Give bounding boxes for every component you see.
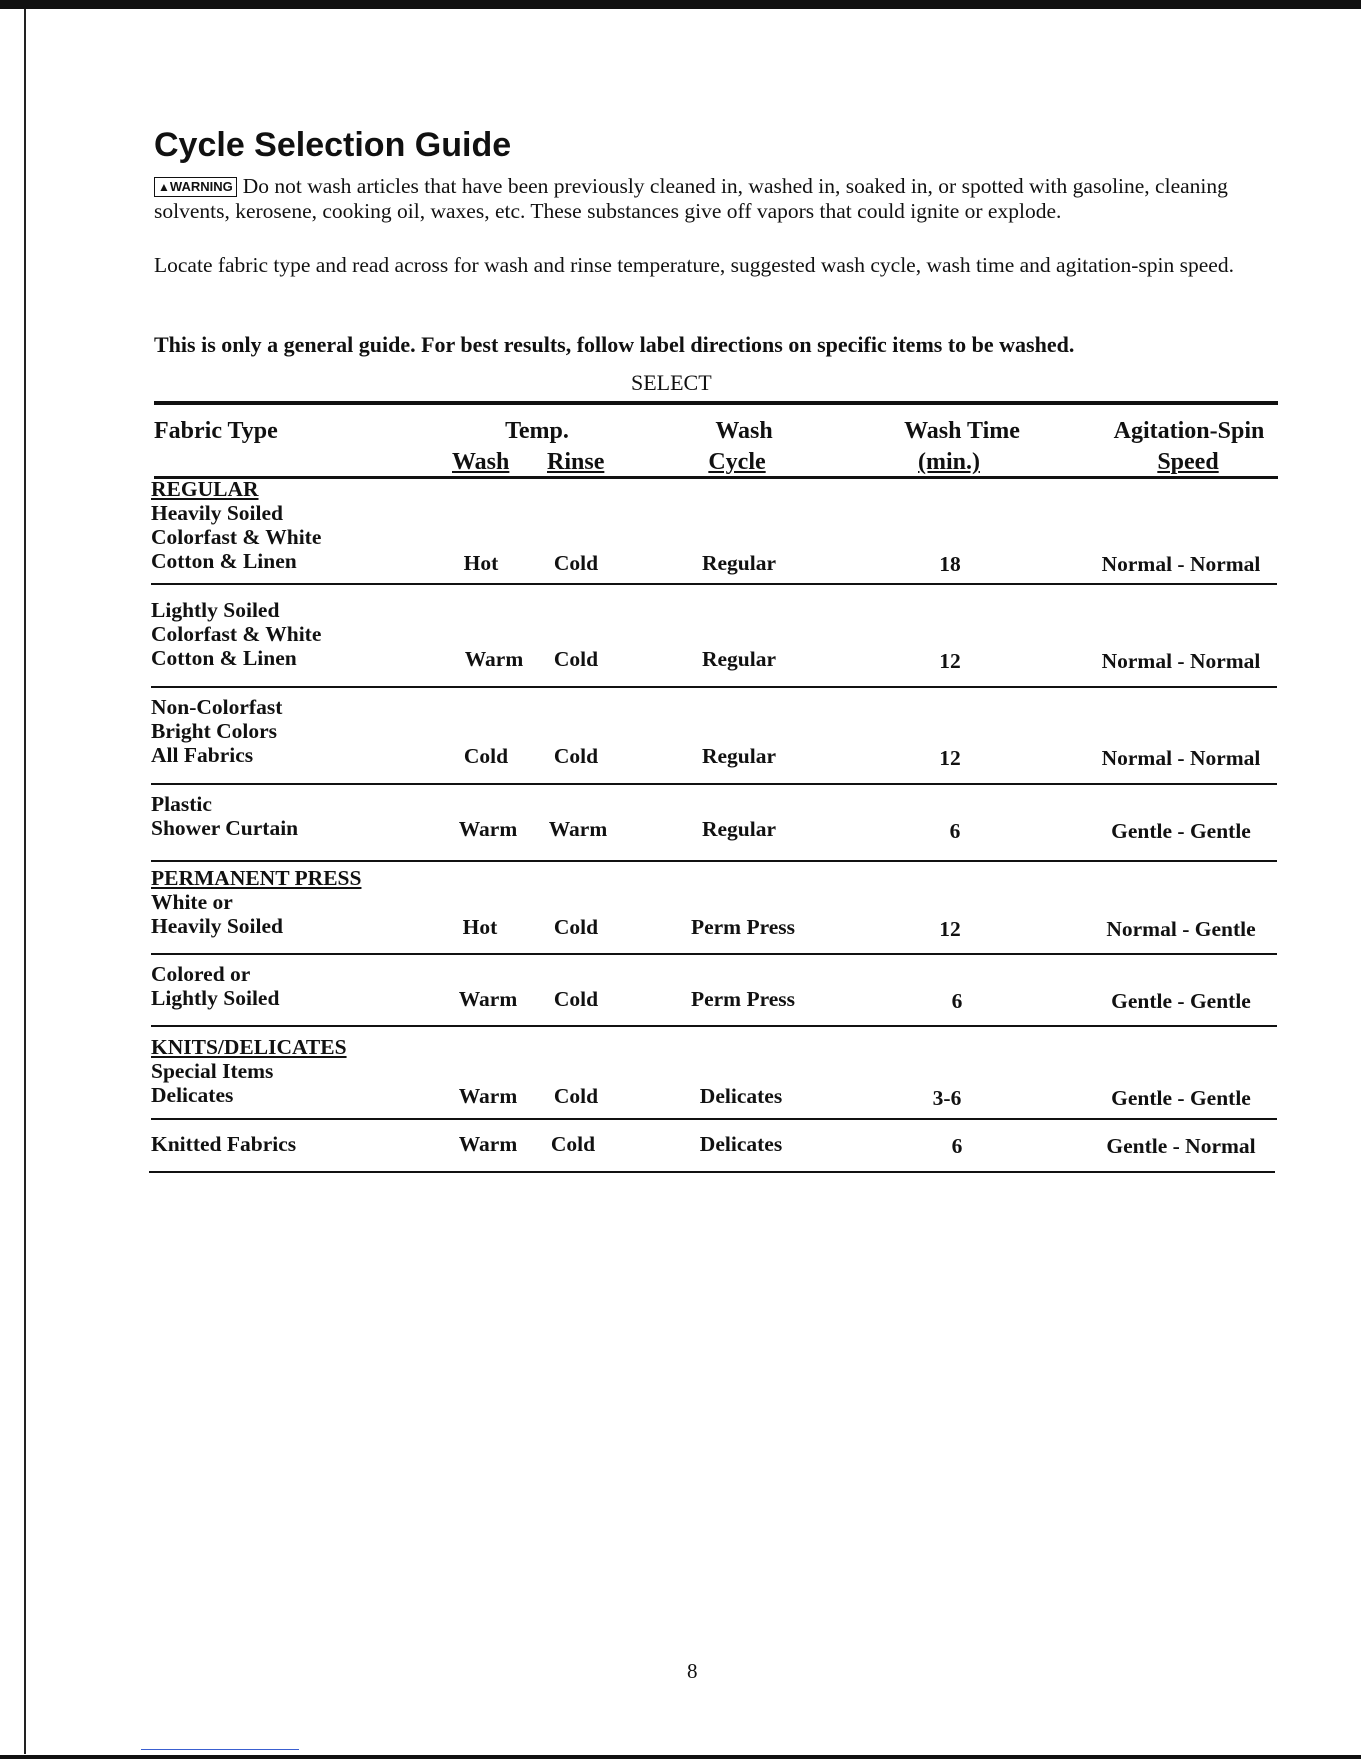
fabric-line: All Fabrics	[151, 743, 254, 767]
wash-temp-cell: Cold	[463, 744, 509, 768]
row-separator	[151, 1025, 1277, 1027]
header-temp: Temp.	[505, 418, 569, 444]
row-separator	[151, 953, 1277, 955]
fabric-cell	[151, 598, 321, 670]
fabric-cell	[151, 792, 298, 840]
table-top-rule	[154, 401, 1278, 405]
header-wash-time-1: Wash Time	[904, 418, 1020, 444]
wash-cycle-cell: Perm Press	[690, 987, 796, 1011]
row-separator	[151, 860, 1277, 862]
header-agitation-1: Agitation-Spin	[1113, 418, 1265, 444]
fabric-line: Bright Colors	[151, 719, 278, 743]
fabric-cell	[151, 1132, 296, 1156]
row-separator	[151, 783, 1277, 785]
fabric-line: Cotton & Linen	[151, 646, 297, 670]
wash-time-cell: 12	[939, 746, 961, 770]
wash-time-cell: 12	[939, 917, 961, 941]
wash-cycle-cell: Delicates	[699, 1084, 783, 1108]
wash-temp-cell: Warm	[458, 1132, 518, 1156]
bottom-border	[0, 1755, 1361, 1759]
fabric-line: Lightly Soiled	[151, 598, 280, 622]
speed-cell: Normal - Gentle	[1106, 917, 1256, 941]
table-bottom-rule	[149, 1171, 1275, 1173]
warning-badge	[154, 177, 237, 197]
wash-cycle-cell: Delicates	[699, 1132, 783, 1156]
fabric-cell	[151, 1035, 347, 1107]
rinse-temp-cell: Cold	[550, 1132, 596, 1156]
rinse-temp-cell: Cold	[553, 744, 599, 768]
header-agitation-2: Speed	[1157, 449, 1219, 475]
fabric-cell	[151, 962, 279, 1010]
wash-time-cell: 3-6	[932, 1086, 962, 1110]
header-wash-cycle-2: Cycle	[708, 449, 766, 475]
bottom-link-underline	[141, 1749, 299, 1750]
header-rinse-temp: Rinse	[547, 449, 605, 475]
wash-cycle-cell: Regular	[701, 647, 777, 671]
speed-cell: Gentle - Gentle	[1111, 819, 1251, 843]
fabric-line: Shower Curtain	[151, 816, 299, 840]
fabric-line: Lightly Soiled	[151, 986, 280, 1010]
rinse-temp-cell: Cold	[553, 915, 599, 939]
fabric-cell	[151, 477, 321, 573]
speed-cell: Gentle - Gentle	[1111, 1086, 1251, 1110]
fabric-line: Special Items	[151, 1059, 274, 1083]
header-wash-cycle-1: Wash	[715, 418, 773, 444]
fabric-line: Heavily Soiled	[151, 501, 283, 525]
speed-cell: Normal - Normal	[1101, 746, 1261, 770]
wash-temp-cell: Warm	[458, 817, 518, 841]
section-label: KNITS/DELICATES	[151, 1035, 347, 1059]
rinse-temp-cell: Warm	[548, 817, 608, 841]
speed-cell: Normal - Normal	[1101, 649, 1261, 673]
warning-paragraph	[154, 174, 1276, 224]
wash-time-cell: 12	[939, 649, 961, 673]
fabric-line: Delicates	[151, 1083, 234, 1107]
top-border	[0, 0, 1361, 9]
fabric-line: Plastic	[151, 792, 212, 816]
speed-cell: Gentle - Gentle	[1111, 989, 1251, 1013]
wash-temp-cell: Hot	[462, 915, 498, 939]
wash-time-cell: 6	[951, 989, 963, 1013]
fabric-cell	[151, 695, 282, 767]
row-separator	[151, 686, 1277, 688]
left-border	[24, 9, 26, 1754]
fabric-line: White or	[151, 890, 233, 914]
fabric-line: Colorfast & White	[151, 622, 322, 646]
speed-cell: Normal - Normal	[1101, 552, 1261, 576]
general-guide-note: This is only a general guide. For best results, follow label directions on specific items to be washed.	[154, 332, 1075, 357]
wash-cycle-cell: Regular	[701, 551, 777, 575]
wash-cycle-cell: Perm Press	[690, 915, 796, 939]
fabric-line: Colorfast & White	[151, 525, 322, 549]
rinse-temp-cell: Cold	[553, 987, 599, 1011]
table-header-rule	[154, 476, 1278, 479]
warning-text: Do not wash articles that have been previously cleaned in, washed in, soaked in, or spotted with gasoline, cleaning solvents, kerosene, cooking oil, waxes, etc. These substances give off vapors that could ignite or explode.	[154, 174, 1228, 223]
section-label: REGULAR	[151, 477, 259, 501]
wash-temp-cell: Warm	[458, 987, 518, 1011]
row-separator	[151, 1118, 1277, 1120]
page-title: Cycle Selection Guide	[154, 126, 512, 164]
warning-triangle-icon: ▲	[158, 180, 170, 194]
fabric-cell	[151, 866, 361, 938]
section-label: PERMANENT PRESS	[151, 866, 362, 890]
select-label: SELECT	[631, 370, 712, 395]
wash-time-cell: 18	[939, 552, 961, 576]
fabric-line: Cotton & Linen	[151, 549, 297, 573]
speed-cell: Gentle - Normal	[1106, 1134, 1256, 1158]
header-wash-time-2: (min.)	[918, 449, 980, 475]
wash-cycle-cell: Regular	[701, 817, 777, 841]
wash-temp-cell: Warm	[458, 1084, 518, 1108]
wash-time-cell: 6	[949, 819, 961, 843]
warning-badge-label: WARNING	[169, 179, 233, 194]
locate-paragraph: Locate fabric type and read across for wash and rinse temperature, suggested wash cycle, wash time and agitation-spin speed.	[154, 253, 1234, 277]
header-wash-temp: Wash	[452, 449, 510, 475]
fabric-line: Knitted Fabrics	[151, 1132, 297, 1156]
wash-time-cell: 6	[951, 1134, 963, 1158]
fabric-line: Heavily Soiled	[151, 914, 283, 938]
rinse-temp-cell: Cold	[553, 551, 599, 575]
wash-cycle-cell: Regular	[701, 744, 777, 768]
fabric-line: Colored or	[151, 962, 251, 986]
header-fabric-type: Fabric Type	[154, 418, 278, 444]
wash-temp-cell: Hot	[463, 551, 499, 575]
row-separator	[151, 583, 1277, 585]
rinse-temp-cell: Cold	[553, 1084, 599, 1108]
page-number: 8	[687, 1659, 698, 1683]
wash-temp-cell: Warm	[464, 647, 524, 671]
rinse-temp-cell: Cold	[553, 647, 599, 671]
fabric-line: Non-Colorfast	[151, 695, 283, 719]
